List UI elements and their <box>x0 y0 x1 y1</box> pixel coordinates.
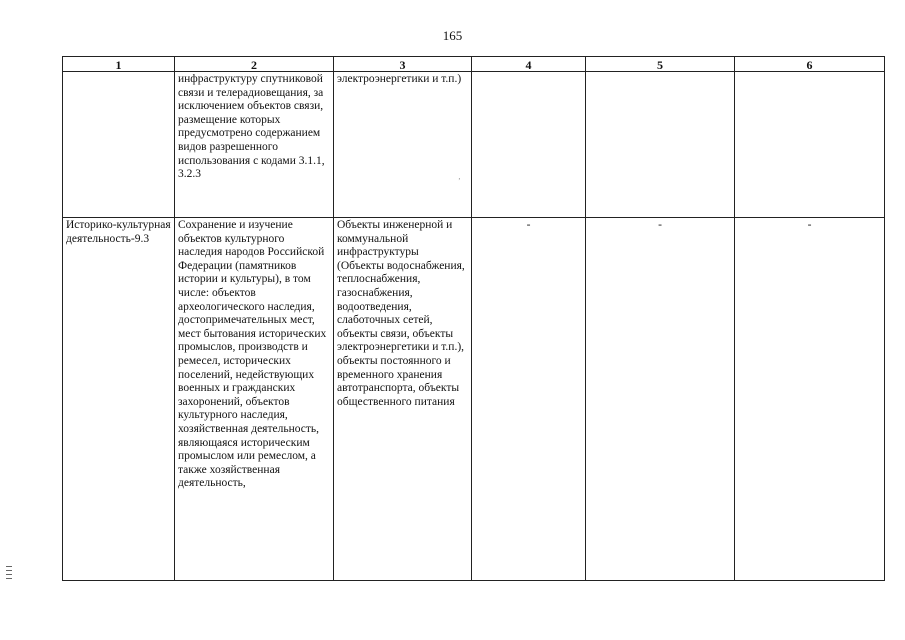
table-row <box>63 218 885 581</box>
column-header: 6 <box>735 57 885 72</box>
table-cell: - <box>735 218 885 581</box>
regulations-table <box>62 56 885 581</box>
table-cell: - <box>472 218 586 581</box>
scan-artifact: ‚ <box>458 172 461 181</box>
table-cell: Объекты инженерной и коммунальной инфраструктуры (Объекты водоснабжения, теплоснабжения, газоснабжения, водоотведения, слаботочных сетей, объекты связи, объекты электроэнергетики и т.п.), объекты постоянного и временного хранения автотранспорта, объекты общественного питания <box>334 218 472 581</box>
table-cell: Историко-культурная деятельность-9.3 <box>63 218 175 581</box>
column-header: 2 <box>175 57 334 72</box>
table-cell <box>735 72 885 218</box>
table-cell: - <box>586 218 735 581</box>
column-header: 1 <box>63 57 175 72</box>
column-header: 3 <box>334 57 472 72</box>
margin-marks <box>6 566 12 582</box>
table-cell: Сохранение и изучение объектов культурного наследия народов Российской Федерации (памятников истории и культуры), в том числе: объектов археологического наследия, достопримечательных мест, мест бытования исторических промыслов, производств и ремесел, исторических поселений, недействующих военных и гражданских захоронений, объектов культурного наследия, хозяйственная деятельность, являющаяся историческим промыслом или ремеслом, а также хозяйственная деятельность, <box>175 218 334 581</box>
page-number: 165 <box>442 28 463 43</box>
table-cell: электроэнергетики и т.п.) <box>334 72 472 218</box>
table-cell <box>586 72 735 218</box>
column-header: 5 <box>586 57 735 72</box>
table-header-row <box>63 57 885 72</box>
table-cell: инфраструктуру спутниковой связи и телерадиовещания, за исключением объектов связи, размещение которых предусмотрено содержанием видов разрешенного использования с кодами 3.1.1, 3.2.3 <box>175 72 334 218</box>
table-row <box>63 72 885 218</box>
column-header: 4 <box>472 57 586 72</box>
table-cell <box>63 72 175 218</box>
table-cell <box>472 72 586 218</box>
